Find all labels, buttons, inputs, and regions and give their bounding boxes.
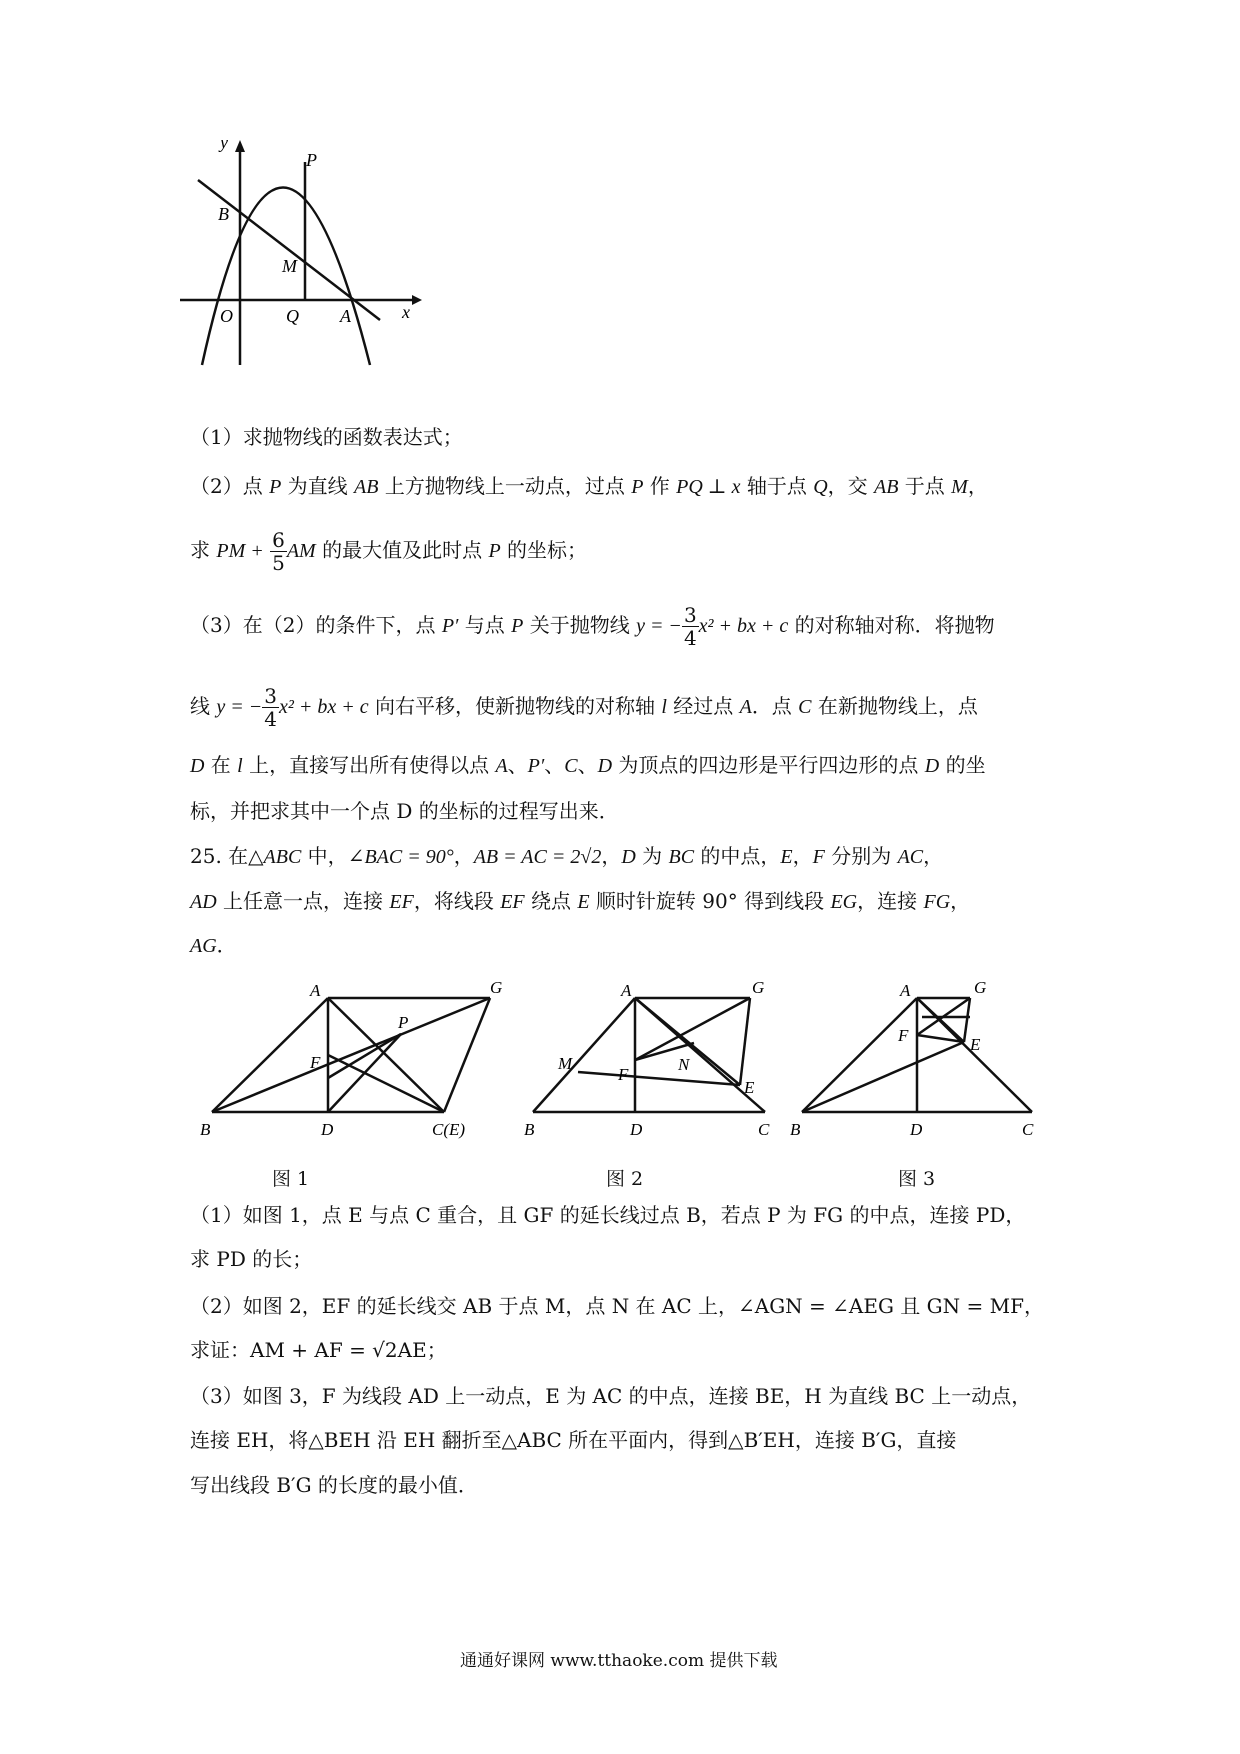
fig2-label-G: G: [752, 978, 765, 997]
q24-part2-line1: （2）点 P 为直线 AB 上方抛物线上一动点，过点 P 作 PQ ⊥ x 轴于点 Q，交 AB 于点 M，: [190, 474, 988, 498]
graph-label-Q: Q: [286, 306, 299, 326]
graph-label-B: B: [218, 204, 229, 224]
fig2-label-B: B: [524, 1120, 535, 1139]
fig2-label-D: D: [630, 1120, 643, 1139]
fig3-label-B: B: [790, 1120, 801, 1139]
figure-1: [200, 975, 510, 1150]
graph-label-O: O: [220, 306, 233, 326]
q25-line3: AG．: [190, 933, 237, 957]
fig1-label-G: G: [490, 978, 503, 997]
fig3-label-A: A: [900, 981, 911, 1000]
fig1-label-F: F: [310, 1053, 321, 1072]
fraction-3-4: $\frac{3}{4}$: [683, 603, 697, 650]
graph-label-M: M: [282, 256, 297, 276]
graph-label-P: P: [306, 150, 317, 170]
fig3-label-C: C: [1022, 1120, 1034, 1139]
q25-p2-line1: （2）如图 2，EF 的延长线交 AB 于点 M，点 N 在 AC 上，∠AGN = ∠AEG 且 GN = MF，: [190, 1294, 1044, 1318]
fig3-label-F: F: [898, 1026, 909, 1045]
caption-fig2: 图 2: [606, 1168, 644, 1190]
q25-p1-line1: （1）如图 1，点 E 与点 C 重合，且 GF 的延长线过点 B，若点 P 为 FG 的中点，连接 PD，: [190, 1203, 1026, 1227]
parabola-graph: [180, 140, 460, 420]
figure-2: [518, 975, 783, 1150]
q24-part3-line2: 线 y = − $\frac{3}{4}$ x² + bx + c 向右平移，使新抛物线的对称轴 l 经过点 A．点 C 在新抛物线上，点: [190, 684, 978, 731]
fig1-label-A: A: [310, 981, 321, 1000]
fig1-label-P: P: [398, 1013, 409, 1032]
q25-p1-line2: 求 PD 的长；: [190, 1247, 313, 1271]
fraction-3-4-b: $\frac{3}{4}$: [264, 684, 277, 731]
fig2-label-C: C: [758, 1120, 770, 1139]
fig2-label-N: N: [678, 1055, 690, 1074]
fig1-label-D: D: [321, 1120, 334, 1139]
graph-label-x: x: [402, 302, 410, 322]
fig3-label-G: G: [974, 978, 987, 997]
fig1-label-B: B: [200, 1120, 211, 1139]
fig2-label-F: F: [618, 1065, 629, 1084]
caption-fig3: 图 3: [898, 1168, 936, 1190]
q24-part1: （1）求抛物线的函数表达式；: [190, 425, 463, 449]
q24-part2-line2: 求 PM + $\frac{6}{5}$ AM 的最大值及此时点 P 的坐标；: [190, 528, 588, 575]
fig1-label-C: C(E): [432, 1120, 466, 1139]
fig2-label-A: A: [621, 981, 632, 1000]
graph-label-y: y: [220, 140, 228, 152]
q25-p2-line2: 求证：AM + AF = √2AE；: [190, 1338, 447, 1362]
page-footer: 通通好课网 www.tthaoke.com 提供下载: [460, 1651, 778, 1671]
graph-label-A: A: [340, 306, 351, 326]
q25-p3-line1: （3）如图 3，F 为线段 AD 上一动点，E 为 AC 的中点，连接 BE，H 为直线 BC 上一动点，: [190, 1384, 1032, 1408]
q25-p3-line3: 写出线段 B′G 的长度的最小值．: [190, 1473, 478, 1497]
q24-part3-line1: （3）在（2）的条件下，点 P′ 与点 P 关于抛物线 y = − $\frac{3}{4}$ x² + bx + c 的对称轴对称．将抛物: [190, 603, 995, 650]
q24-part3-line4: 标，并把求其中一个点 D 的坐标的过程写出来．: [190, 799, 619, 823]
fig3-label-E: E: [970, 1035, 981, 1054]
fraction-6-5: $\frac{6}{5}$: [272, 528, 285, 575]
fig2-label-E: E: [744, 1078, 755, 1097]
q25-p3-line2: 连接 EH，将△BEH 沿 EH 翻折至△ABC 所在平面内，得到△B′EH，连接 B′G，直接: [190, 1428, 957, 1452]
fig2-label-M: M: [558, 1054, 573, 1073]
caption-fig1: 图 1: [272, 1168, 310, 1190]
q25-line1: 25. 在△ABC 中，∠BAC = 90°，AB = AC = 2√2，D 为 BC 的中点，E，F 分别为 AC，: [190, 844, 944, 868]
q24-part3-line3: D 在 l 上，直接写出所有使得以点 A、P′、C、D 为顶点的四边形是平行四边形的点 D 的坐: [190, 753, 986, 777]
fig3-label-D: D: [910, 1120, 923, 1139]
q25-line2: AD 上任意一点，连接 EF，将线段 EF 绕点 E 顺时针旋转 90° 得到线段 EG，连接 FG，: [190, 889, 971, 913]
figure-3: [790, 975, 1040, 1150]
